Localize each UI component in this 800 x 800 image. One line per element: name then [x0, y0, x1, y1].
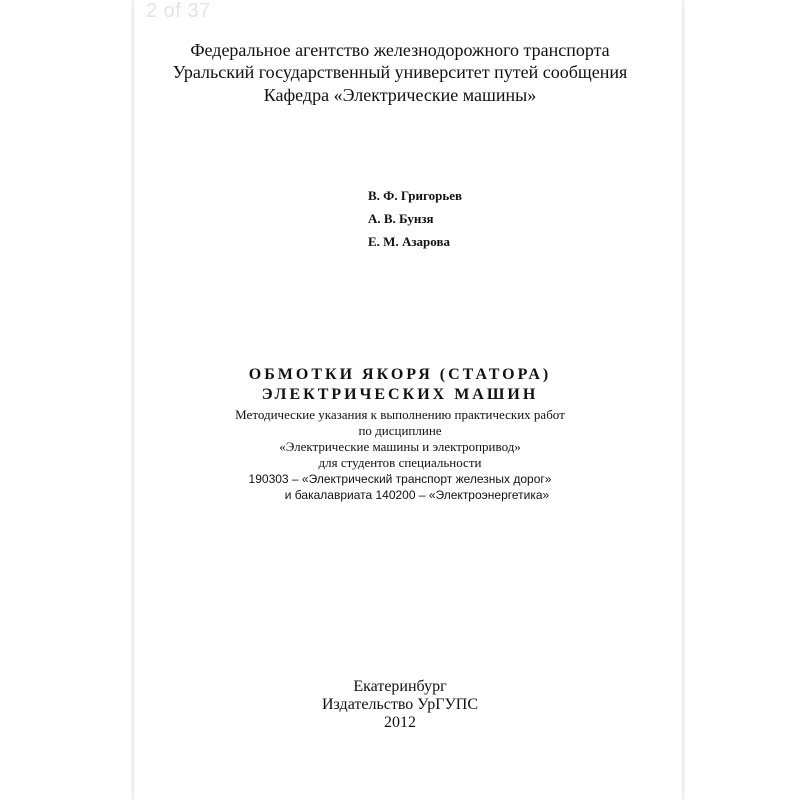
document-title-line-1: ОБМОТКИ ЯКОРЯ (СТАТОРА) — [248, 366, 552, 383]
institution-department: Кафедра «Электрические машины» — [263, 85, 537, 105]
publication-city: Екатеринбург — [353, 678, 447, 695]
document-title-line-2: ЭЛЕКТРИЧЕСКИХ МАШИН — [261, 386, 539, 403]
institution-agency: Федеральное агентство железнодорожного транспорта — [190, 40, 610, 60]
publication-year: 2012 — [384, 714, 416, 731]
publisher: Издательство УрГУПС — [321, 696, 479, 713]
specialty-line-1: 190303 – «Электрический транспорт железных дорог» — [248, 472, 552, 486]
author-3: Е. М. Азарова — [368, 234, 450, 249]
specialty-line-2: и бакалавриата 140200 – «Электроэнергетика» — [284, 488, 550, 502]
subtitle-line-2: по дисциплине — [358, 423, 442, 438]
subtitle-line-4: для студентов специальности — [318, 455, 482, 470]
institution-university: Уральский государственный университет путей сообщения — [172, 62, 628, 82]
author-2: А. В. Бунзя — [368, 211, 434, 226]
author-1: В. Ф. Григорьев — [368, 188, 462, 203]
subtitle-line-1: Методические указания к выполнению практических работ — [235, 407, 565, 422]
subtitle-line-3: «Электрические машины и электропривод» — [279, 439, 521, 454]
page-indicator: 2 of 37 — [146, 0, 211, 22]
